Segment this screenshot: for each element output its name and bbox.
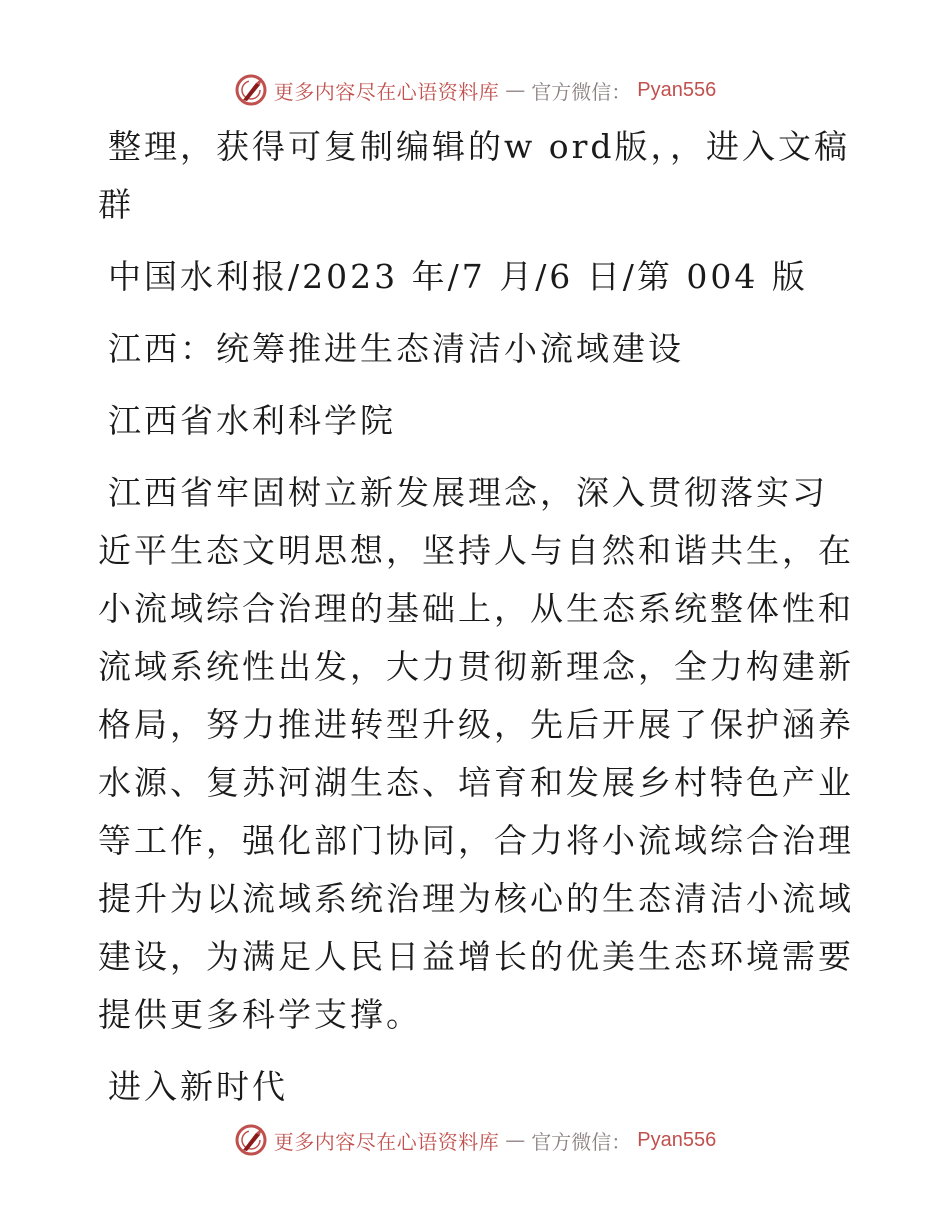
banner-wechat-id: Pyan556 [637, 1128, 717, 1151]
document-content [98, 118, 858, 1116]
footer-banner [0, 1120, 950, 1160]
banner-text: 更多内容尽在心语资料库 [273, 1129, 500, 1154]
header-banner [0, 70, 950, 110]
section-heading: 进入新时代 [108, 1067, 288, 1106]
quill-logo-icon [234, 1123, 268, 1157]
article-headline: 江西：统筹推进生态清洁小流域建设 [108, 329, 684, 368]
banner-separator: — [505, 1128, 526, 1152]
article-body: 江西省牢固树立新发展理念，深入贯彻落实习近平生态文明思想，坚持人与自然和谐共生，在小流域综合治理的基础上，从生态系统整体性和流域系统性出发，大力贯彻新理念，全力构建新格局，努力推进转型升级，先后开展了保护涵养水源、复苏河湖生态、培育和发展乡村特色产业等工作，强化部门协同，合力将小流域综合治理提升为以流域系统治理为核心的生态清洁小流域建设，为满足人民日益增长的优美生态环境需要提供更多科学支撑。 [98, 473, 854, 1034]
quill-logo-icon [234, 73, 268, 107]
banner-wechat-label: 官方微信： [531, 1129, 632, 1154]
banner-wechat-label: 官方微信： [531, 79, 632, 104]
banner-wechat-id: Pyan556 [637, 78, 717, 101]
banner-separator: — [505, 78, 526, 102]
banner-text: 更多内容尽在心语资料库 [273, 79, 500, 104]
intro-text: 整理，获得可复制编辑的w ord版，，进入文稿群 [98, 127, 851, 224]
article-author: 江西省水利科学院 [108, 401, 396, 440]
source-line: 中国水利报/2023 年/7 月/6 日/第 004 版 [108, 257, 808, 296]
